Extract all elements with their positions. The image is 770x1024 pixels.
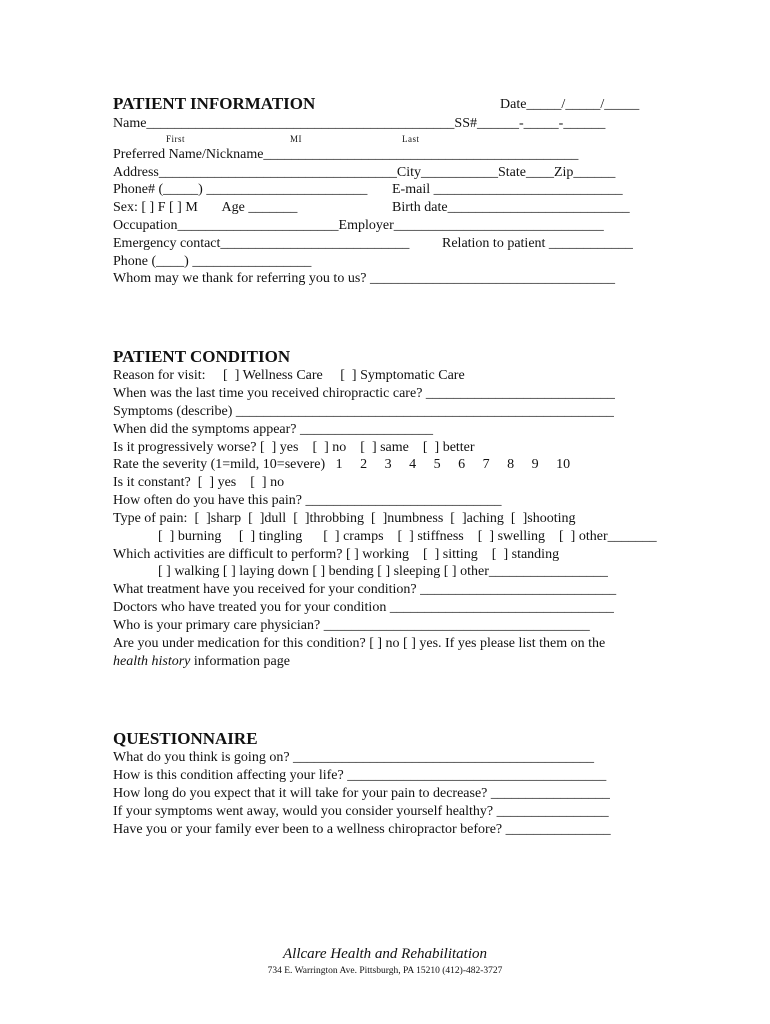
question-consider-healthy[interactable]: If your symptoms went away, would you consider yourself healthy? ________________ [113, 804, 609, 819]
severity-rating-field[interactable]: Rate the severity (1=mild, 10=severe) 1 2 3 4 5 6 7 8 9 10 [113, 457, 571, 472]
reason-for-visit-field[interactable]: Reason for visit: [ ] Wellness Care [ ] Symptomatic Care [113, 368, 465, 383]
name-ss-field[interactable]: Name____________________________________________SS#______-_____-______ [113, 116, 606, 131]
difficult-activities-field[interactable]: Which activities are difficult to perform? [ ] working [ ] sitting [ ] standing [113, 547, 560, 562]
pain-type-field-continued[interactable]: [ ] burning [ ] tingling [ ] cramps [ ] stiffness [ ] swelling [ ] other_______ [158, 529, 657, 544]
occupation-employer-field[interactable]: Occupation_______________________Employer______________________________ [113, 218, 604, 233]
referral-field[interactable]: Whom may we thank for referring you to us? ___________________________________ [113, 271, 615, 286]
constant-field[interactable]: Is it constant? [ ] yes [ ] no [113, 475, 285, 490]
relation-field[interactable]: Relation to patient ____________ [442, 236, 633, 251]
patient-condition-heading: PATIENT CONDITION [113, 347, 291, 366]
last-care-field[interactable]: When was the last time you received chiropractic care? ___________________________ [113, 386, 615, 401]
doctors-field[interactable]: Doctors who have treated you for your condition ________________________________ [113, 600, 614, 615]
difficult-activities-field-continued[interactable]: [ ] walking [ ] laying down [ ] bending [ ] sleeping [ ] other_________________ [158, 564, 608, 579]
clinic-name: Allcare Health and Rehabilitation [283, 946, 487, 962]
middle-initial-caption: MI [290, 134, 302, 144]
symptoms-appear-field[interactable]: When did the symptoms appear? ___________________ [113, 422, 434, 437]
medication-note [113, 653, 290, 671]
question-pain-decrease[interactable]: How long do you expect that it will take for your pain to decrease? _________________ [113, 786, 610, 801]
treatment-field[interactable]: What treatment have you received for your condition? ____________________________ [113, 582, 617, 597]
question-going-on[interactable]: What do you think is going on? ___________________________________________ [113, 750, 595, 765]
emergency-contact-field[interactable]: Emergency contact___________________________ [113, 236, 410, 251]
symptoms-field[interactable]: Symptoms (describe) ______________________________________________________ [113, 404, 614, 419]
medication-field[interactable]: Are you under medication for this condition? [ ] no [ ] yes. If yes please list them on the [113, 636, 606, 651]
first-name-caption: First [166, 134, 186, 144]
questionnaire-heading: QUESTIONNAIRE [113, 729, 258, 748]
phone-field[interactable]: Phone# (_____) _______________________ [113, 182, 368, 197]
clinic-address: 734 E. Warrington Ave. Pittsburgh, PA 15210 (412)-482-3727 [267, 966, 503, 976]
progressively-worse-field[interactable]: Is it progressively worse? [ ] yes [ ] no [ ] same [ ] better [113, 440, 475, 455]
preferred-name-field[interactable]: Preferred Name/Nickname_____________________________________________ [113, 147, 579, 162]
health-history-link-text: health history [113, 654, 191, 669]
pain-frequency-field[interactable]: How often do you have this pain? ____________________________ [113, 493, 502, 508]
birth-date-field[interactable]: Birth date__________________________ [392, 200, 630, 215]
sex-age-field[interactable]: Sex: [ ] F [ ] M Age _______ [113, 200, 298, 215]
question-wellness-chiropractor[interactable]: Have you or your family ever been to a wellness chiropractor before? _______________ [113, 822, 611, 837]
pain-type-field[interactable]: Type of pain: [ ]sharp [ ]dull [ ]throbbing [ ]numbness [ ]aching [ ]shooting [113, 511, 576, 526]
medication-note-tail: information page [190, 654, 290, 669]
patient-information-heading: PATIENT INFORMATION [113, 94, 316, 113]
date-field[interactable]: Date_____/_____/_____ [500, 97, 640, 112]
primary-physician-field[interactable]: Who is your primary care physician? ______________________________________ [113, 618, 590, 633]
emergency-phone-field[interactable]: Phone (____) _________________ [113, 254, 312, 269]
address-field[interactable]: Address__________________________________City___________State____Zip______ [113, 165, 616, 180]
last-name-caption: Last [402, 134, 420, 144]
email-field[interactable]: E-mail ___________________________ [392, 182, 623, 197]
question-affecting-life[interactable]: How is this condition affecting your life? _____________________________________ [113, 768, 607, 783]
